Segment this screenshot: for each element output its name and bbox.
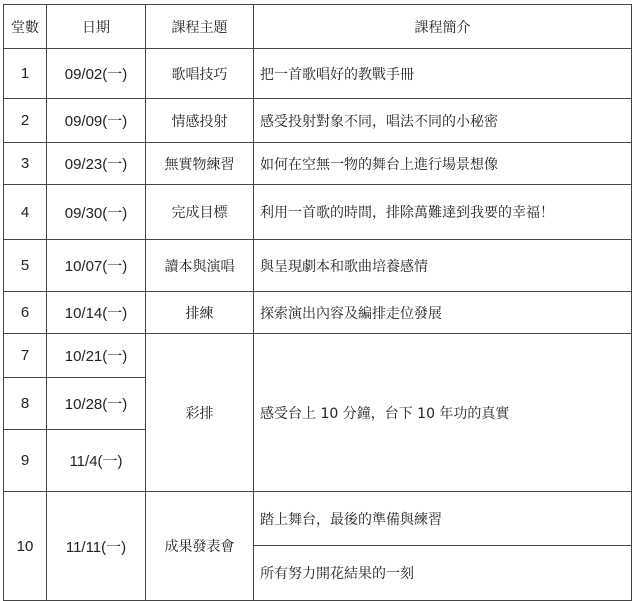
header-session-no: 堂數	[4, 5, 47, 49]
session-no: 10	[4, 492, 47, 601]
header-intro: 課程簡介	[254, 5, 632, 49]
session-date: 09/23(一)	[47, 143, 146, 185]
session-date: 11/4(一)	[47, 430, 146, 492]
session-no: 5	[4, 240, 47, 292]
session-date: 10/07(一)	[47, 240, 146, 292]
session-topic: 完成目標	[146, 185, 254, 240]
table-row	[4, 185, 632, 240]
session-intro: 利用一首歌的時間，排除萬難達到我要的幸福！	[254, 185, 632, 240]
table-row	[4, 49, 632, 99]
session-no: 8	[4, 378, 47, 430]
session-no: 6	[4, 292, 47, 334]
session-date: 09/09(一)	[47, 99, 146, 143]
session-intro: 感受投射對象不同，唱法不同的小秘密	[254, 99, 632, 143]
session-no: 3	[4, 143, 47, 185]
table-row	[4, 334, 632, 378]
session-date: 10/14(一)	[47, 292, 146, 334]
session-no: 7	[4, 334, 47, 378]
session-intro: 把一首歌唱好的教戰手冊	[254, 49, 632, 99]
session-topic: 歌唱技巧	[146, 49, 254, 99]
session-topic: 無實物練習	[146, 143, 254, 185]
session-topic: 排練	[146, 292, 254, 334]
session-date: 10/21(一)	[47, 334, 146, 378]
session-no: 9	[4, 430, 47, 492]
session-date: 09/30(一)	[47, 185, 146, 240]
header-topic: 課程主題	[146, 5, 254, 49]
session-date: 10/28(一)	[47, 378, 146, 430]
session-intro: 感受台上 10 分鐘，台下 10 年功的真實	[254, 334, 632, 492]
session-date: 09/02(一)	[47, 49, 146, 99]
session-topic: 成果發表會	[146, 492, 254, 601]
header-date: 日期	[47, 5, 146, 49]
table-row	[4, 143, 632, 185]
course-schedule-table	[3, 4, 632, 601]
table-row	[4, 292, 632, 334]
session-date: 11/11(一)	[47, 492, 146, 601]
session-topic: 讀本與演唱	[146, 240, 254, 292]
session-intro: 探索演出內容及編排走位發展	[254, 292, 632, 334]
table-row	[4, 492, 632, 546]
table-row	[4, 240, 632, 292]
session-intro-2: 所有努力開花結果的一刻	[254, 546, 632, 601]
session-intro: 與呈現劇本和歌曲培養感情	[254, 240, 632, 292]
session-topic: 情感投射	[146, 99, 254, 143]
header-row	[4, 5, 632, 49]
session-intro: 踏上舞台，最後的準備與練習	[254, 492, 632, 546]
session-no: 2	[4, 99, 47, 143]
session-intro: 如何在空無一物的舞台上進行場景想像	[254, 143, 632, 185]
table-row	[4, 99, 632, 143]
session-topic: 彩排	[146, 334, 254, 492]
session-no: 4	[4, 185, 47, 240]
session-no: 1	[4, 49, 47, 99]
